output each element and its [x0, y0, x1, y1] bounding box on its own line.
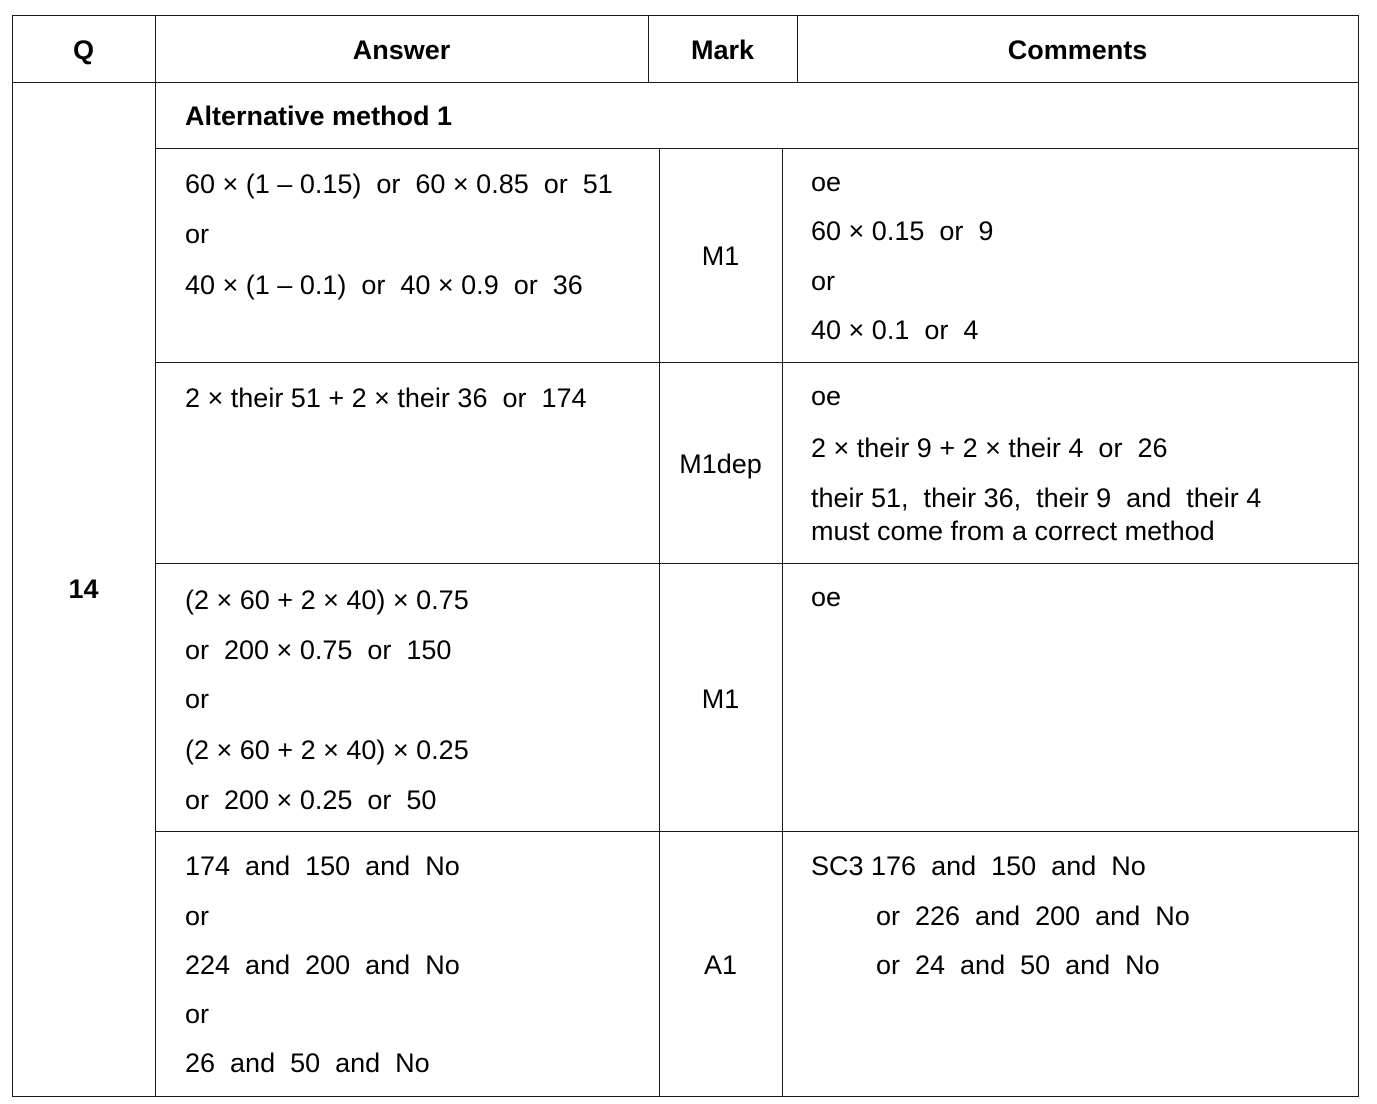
- row1-answer-line3: 40 × (1 – 0.1) or 40 × 0.9 or 36: [185, 270, 583, 300]
- row1-bottom-border: [155, 362, 1359, 363]
- row1-comment-line4: 40 × 0.1 or 4: [811, 315, 979, 345]
- header-bottom-border: [12, 82, 1359, 83]
- row1-comment-line1: oe: [811, 167, 842, 197]
- table-border-bottom: [12, 1096, 1359, 1097]
- row4-answer-line5: 26 and 50 and No: [185, 1048, 430, 1078]
- row1-mark: M1: [701, 241, 740, 271]
- row3-mark: M1: [701, 684, 740, 714]
- row4-answer-line2: or: [185, 901, 210, 931]
- row2-mark: M1dep: [679, 449, 762, 479]
- row4-answer-line3: 224 and 200 and No: [185, 950, 460, 980]
- table-border-top: [12, 15, 1359, 16]
- row4-comment-line3: or 24 and 50 and No: [876, 950, 1160, 980]
- question-number: 14: [68, 574, 99, 604]
- header-comments: Comments: [1007, 35, 1148, 65]
- row4-mark: A1: [703, 950, 738, 980]
- row2-bottom-border: [155, 563, 1359, 564]
- row3-bottom-border: [155, 831, 1359, 832]
- q-column-border: [155, 15, 156, 1097]
- row2-answer-line1: 2 × their 51 + 2 × their 36 or 174: [185, 383, 587, 413]
- table-border-right: [1358, 15, 1359, 1097]
- row2-comment-line3: their 51, their 36, their 9 and their 4: [811, 483, 1262, 513]
- row4-comment-line2: or 226 and 200 and No: [876, 901, 1190, 931]
- header-mark: Mark: [690, 35, 755, 65]
- row3-comment-line1: oe: [811, 582, 842, 612]
- row2-comment-line1: oe: [811, 381, 842, 411]
- row1-answer-line1: 60 × (1 – 0.15) or 60 × 0.85 or 51: [185, 169, 613, 199]
- row3-answer-line3: or: [185, 684, 210, 714]
- row2-comment-line4: must come from a correct method: [811, 516, 1215, 546]
- method-title-bottom-border: [155, 148, 1359, 149]
- header-q: Q: [72, 35, 94, 65]
- row3-answer-line4: (2 × 60 + 2 × 40) × 0.25: [185, 735, 469, 765]
- row3-answer-line5: or 200 × 0.25 or 50: [185, 785, 437, 815]
- row4-answer-line4: or: [185, 999, 210, 1029]
- row3-answer-line2: or 200 × 0.75 or 150: [185, 635, 452, 665]
- row3-answer-line1: (2 × 60 + 2 × 40) × 0.75: [185, 585, 469, 615]
- row1-comment-line2: 60 × 0.15 or 9: [811, 216, 994, 246]
- table-border-left: [12, 15, 13, 1097]
- row2-comment-line2: 2 × their 9 + 2 × their 4 or 26: [811, 433, 1168, 463]
- row4-answer-line1: 174 and 150 and No: [185, 851, 460, 881]
- row1-answer-line2: or: [185, 219, 210, 249]
- row1-comment-line3: or: [811, 266, 836, 296]
- header-answer: Answer: [352, 35, 451, 65]
- body-mark-border: [782, 148, 783, 1097]
- method-title: Alternative method 1: [185, 101, 453, 131]
- row4-comment-line1: SC3 176 and 150 and No: [811, 851, 1146, 881]
